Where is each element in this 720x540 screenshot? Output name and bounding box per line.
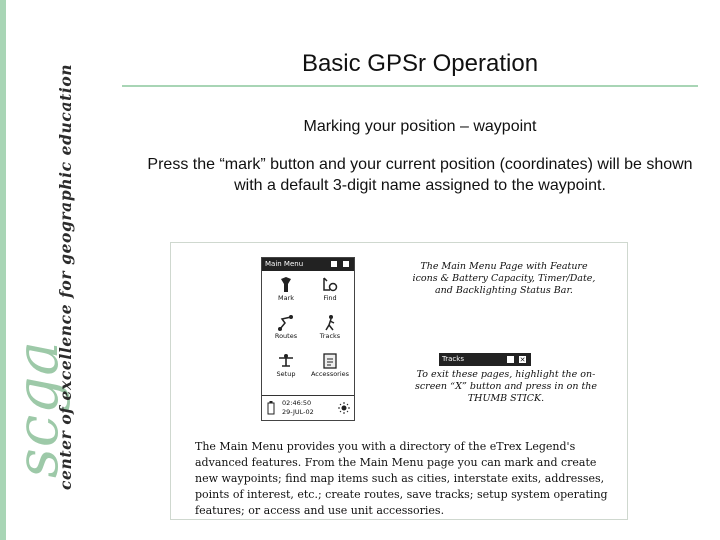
minimize-icon xyxy=(330,260,338,268)
tracks-bar-label: Tracks xyxy=(442,355,464,363)
device-status-bar xyxy=(262,395,354,420)
menu-item-label: Accessories xyxy=(310,370,350,378)
routes-icon xyxy=(277,314,295,332)
sidebar xyxy=(0,0,78,540)
brand-logo: scga xyxy=(3,340,71,478)
menu-item-routes[interactable] xyxy=(266,314,306,346)
menu-item-mark[interactable] xyxy=(266,276,306,308)
slide-subtitle: Marking your position – waypoint xyxy=(303,118,537,135)
tracks-title-bar xyxy=(439,353,531,366)
find-icon xyxy=(322,276,338,294)
menu-item-setup[interactable] xyxy=(266,352,306,384)
menu-item-label: Mark xyxy=(277,294,295,302)
status-time: 02:46:50 xyxy=(282,399,312,407)
battery-icon xyxy=(266,401,276,415)
figure-panel xyxy=(170,242,628,520)
menu-item-tracks[interactable] xyxy=(310,314,350,346)
caption-main-menu-description: The Main Menu provides you with a directory of the eTrex Legend's advanced features. From the Main Menu page you can mark and create new waypoints; find map items such as cities, interstate exits, addresses, points of interest, etc.; create routes, save tracks; setup system operating features; or access and use unit accessories. xyxy=(195,440,608,517)
device-titlebar xyxy=(262,258,354,271)
menu-item-label: Routes xyxy=(274,332,298,340)
minimize-icon xyxy=(506,355,515,364)
setup-icon xyxy=(277,352,295,370)
menu-item-label: Setup xyxy=(276,370,296,378)
menu-item-label: Find xyxy=(323,294,337,302)
title-divider xyxy=(122,85,698,87)
brand xyxy=(4,0,78,540)
backlight-icon xyxy=(338,402,350,414)
menu-item-find[interactable] xyxy=(310,276,350,308)
page-title: Basic GPSr Operation xyxy=(301,50,539,77)
accessories-icon xyxy=(322,352,338,370)
close-icon xyxy=(342,260,350,268)
slide-body: Press the “mark” button and your current position (coordinates) will be shown with a default 3-digit name assigned to the waypoint. xyxy=(147,156,693,194)
menu-item-accessories[interactable] xyxy=(310,352,350,384)
device-title: Main Menu xyxy=(265,260,304,268)
brand-tagline: center of excellence for geographic education xyxy=(56,63,75,490)
gps-device-screen xyxy=(261,257,355,421)
caption-main-menu-page: The Main Menu Page with Feature icons & Battery Capacity, Timer/Date, and Backlighting Status Bar. xyxy=(412,261,596,296)
close-x-icon: ✕ xyxy=(519,356,526,364)
status-date: 29-JUL-02 xyxy=(282,408,314,416)
menu-item-label: Tracks xyxy=(319,332,341,340)
mark-icon xyxy=(278,276,294,294)
tracks-icon xyxy=(322,314,338,332)
caption-exit-pages: To exit these pages, highlight the on-screen “X” button and press in on the THUMB STICK. xyxy=(414,369,598,404)
